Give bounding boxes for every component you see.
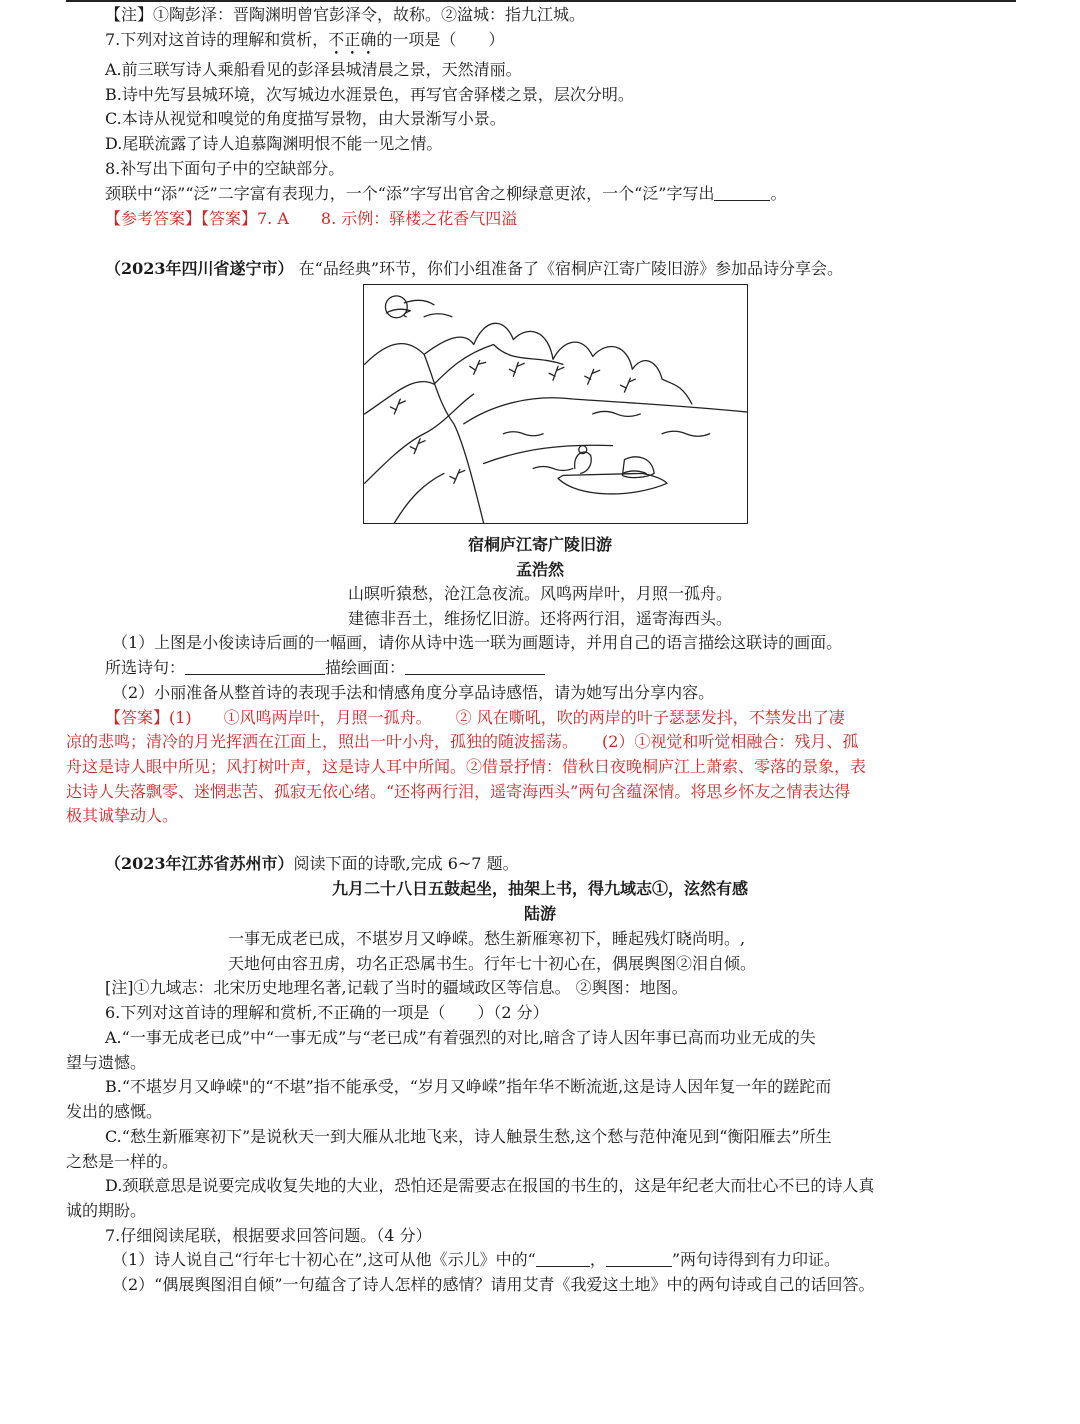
- option-c: C.“愁生新雁寒初下”是说秋天一到大雁从北地飞来，诗人触景生愁,这个愁与范仲淹见到“衡阳雁去”所生: [105, 1127, 832, 1146]
- answer-line: 【答案】(1) ①风鸣两岸叶，月照一孤舟。 ② 风在嘶吼，吹的两岸的叶子瑟瑟发抖，不禁发出了凄: [105, 708, 845, 727]
- emphasis-char: 正: [344, 30, 361, 49]
- option-a: A.“一事无成老已成”中“一事无成”与“老已成”有着强烈的对比,暗含了诗人因年事已高而功业无成的失: [105, 1028, 816, 1047]
- option-d-cont: 诚的期盼。: [66, 1201, 147, 1220]
- answer-line: 凉的悲鸣；清冷的月光挥洒在江面上，照出一叶小舟，孤独的随波摇荡。 (2）①视觉和听觉相融合：残月、孤: [66, 732, 859, 751]
- poem-title: 九月二十八日五鼓起坐，抽架上书，得九域志①，泫然有感: [331, 879, 748, 898]
- poem-title: 宿桐庐江寄广陵旧游: [467, 535, 612, 554]
- answer-blank: [606, 1250, 672, 1267]
- top-rule: [66, 0, 1016, 2]
- option-d: D.颈联意思是说要完成收复失地的大业，恐怕还是需要志在报国的书生的，这是年纪老大而壮心不已的诗人真: [105, 1176, 875, 1195]
- note-line: 【注】①陶彭泽：晋陶渊明曾官彭泽令，故称。②湓城：指九江城。: [105, 5, 586, 24]
- boat-icon: [558, 473, 667, 494]
- question-6: 6.下列对这首诗的理解和赏析,不正确的一项是（ ）（2 分）: [105, 1003, 549, 1022]
- question-7-2: （2）“偶展舆图泪自倾”一句蕴含了诗人怎样的感情？请用艾青《我爱这土地》中的两句诗或自己的话回答。: [112, 1275, 875, 1294]
- poem-author: 陆游: [523, 904, 556, 923]
- question-7: 7.仔细阅读尾联，根据要求回答问题。（4 分）: [105, 1226, 432, 1245]
- emphasis-char: 不: [328, 30, 345, 49]
- option-c-cont: 之愁是一样的。: [66, 1152, 179, 1171]
- fill-line: 所选诗句： 描绘画面：: [105, 657, 545, 679]
- option-a-cont: 望与遗憾。: [66, 1053, 147, 1072]
- answer-line: 舟这是诗人眼中所见；风打树叶声，这是诗人耳中所闻。②借景抒情：借秋日夜晚桐庐江上萧索、零落的景象，表: [66, 757, 867, 776]
- poem-line: 天地何由容丑虏，功名正恐属书生。行年七十初心在，偶展舆图②泪自倾。: [228, 954, 757, 973]
- option-a: A.前三联写诗人乘船看见的彭泽县城清晨之景，天然清丽。: [105, 60, 522, 79]
- poem-line: 建德非吾土，维扬忆旧游。还将两行泪，遥寄海西头。: [347, 609, 732, 628]
- section-intro: （2023年四川省遂宁市） 在“品经典”环节，你们小组准备了《宿桐庐江寄广陵旧游》参加品诗分享会。: [105, 259, 844, 278]
- question-8-text: 颈联中“添”“泛”二字富有表现力，一个“添”字写出官舍之柳绿意更浓，一个“泛”字写出 。: [105, 184, 787, 203]
- question-8: 8.补写出下面句子中的空缺部分。: [105, 159, 345, 178]
- poem-line: 山暝听猿愁，沧江急夜流。风鸣两岸叶，月照一孤舟。: [347, 584, 732, 603]
- emphasis-char: 确: [360, 30, 377, 49]
- mountain-icon: [365, 323, 692, 404]
- answer-line: 【参考答案】【答案】7. A 8. 示例：驿楼之花香气四溢: [105, 209, 518, 228]
- answer-blank: [714, 184, 770, 201]
- answer-line: 达诗人失落飘零、迷惘悲苦、孤寂无依心绪。“还将两行泪，遥寄海西头”两句含蕴深情。将思乡怀友之情表达得: [66, 782, 851, 801]
- answer-blank: [536, 1250, 590, 1267]
- question-text: （2）小丽准备从整首诗的表现手法和情感角度分享品诗感悟，请为她写出分享内容。: [112, 683, 715, 702]
- question-7: 7.下列对这首诗的理解和赏析，不正确的一项是（ ）: [105, 30, 505, 49]
- option-b: B.诗中先写县城环境，次写城边水涯景色，再写官舍驿楼之景，层次分明。: [105, 85, 634, 104]
- option-b-cont: 发出的感慨。: [66, 1102, 163, 1121]
- answer-line: 极其诚挚动人。: [66, 806, 179, 825]
- source-label: （2023年江苏省苏州市）: [105, 854, 294, 873]
- answer-blank: [185, 658, 325, 675]
- poem-line: 一事无成老已成，不堪岁月又峥嵘。愁生新雁寒初下，睡起残灯晓尚明。,: [228, 929, 746, 948]
- option-b: B.“不堪岁月又峥嵘"的“不堪”指不能承受，“岁月又峥嵘”指年华不断流逝,这是诗人因年复一年的蹉跎而: [105, 1077, 832, 1096]
- poem-illustration: [363, 284, 748, 524]
- option-d: D.尾联流露了诗人追慕陶渊明恨不能一见之情。: [105, 134, 443, 153]
- option-c: C.本诗从视觉和嗅觉的角度描写景物，由大景渐写小景。: [105, 109, 506, 128]
- question-7-1: （1）诗人说自己“行年七十初心在”,这可从他《示儿》中的“ ， ”两句诗得到有力印证。: [112, 1250, 841, 1269]
- answer-blank: [405, 658, 545, 675]
- poem-author: 孟浩然: [515, 560, 564, 579]
- question-text: （1）上图是小俊读诗后画的一幅画，请你从诗中选一联为画题诗，并用自己的语言描绘这联诗的画面。: [112, 633, 843, 652]
- note-line: [注]①九域志：北宋历史地理名著,记载了当时的疆域政区等信息。 ②舆图：地图。: [105, 978, 688, 997]
- section-intro: （2023年江苏省苏州市）阅读下面的诗歌,完成 6~7 题。: [105, 854, 519, 873]
- source-label: （2023年四川省遂宁市）: [105, 259, 294, 278]
